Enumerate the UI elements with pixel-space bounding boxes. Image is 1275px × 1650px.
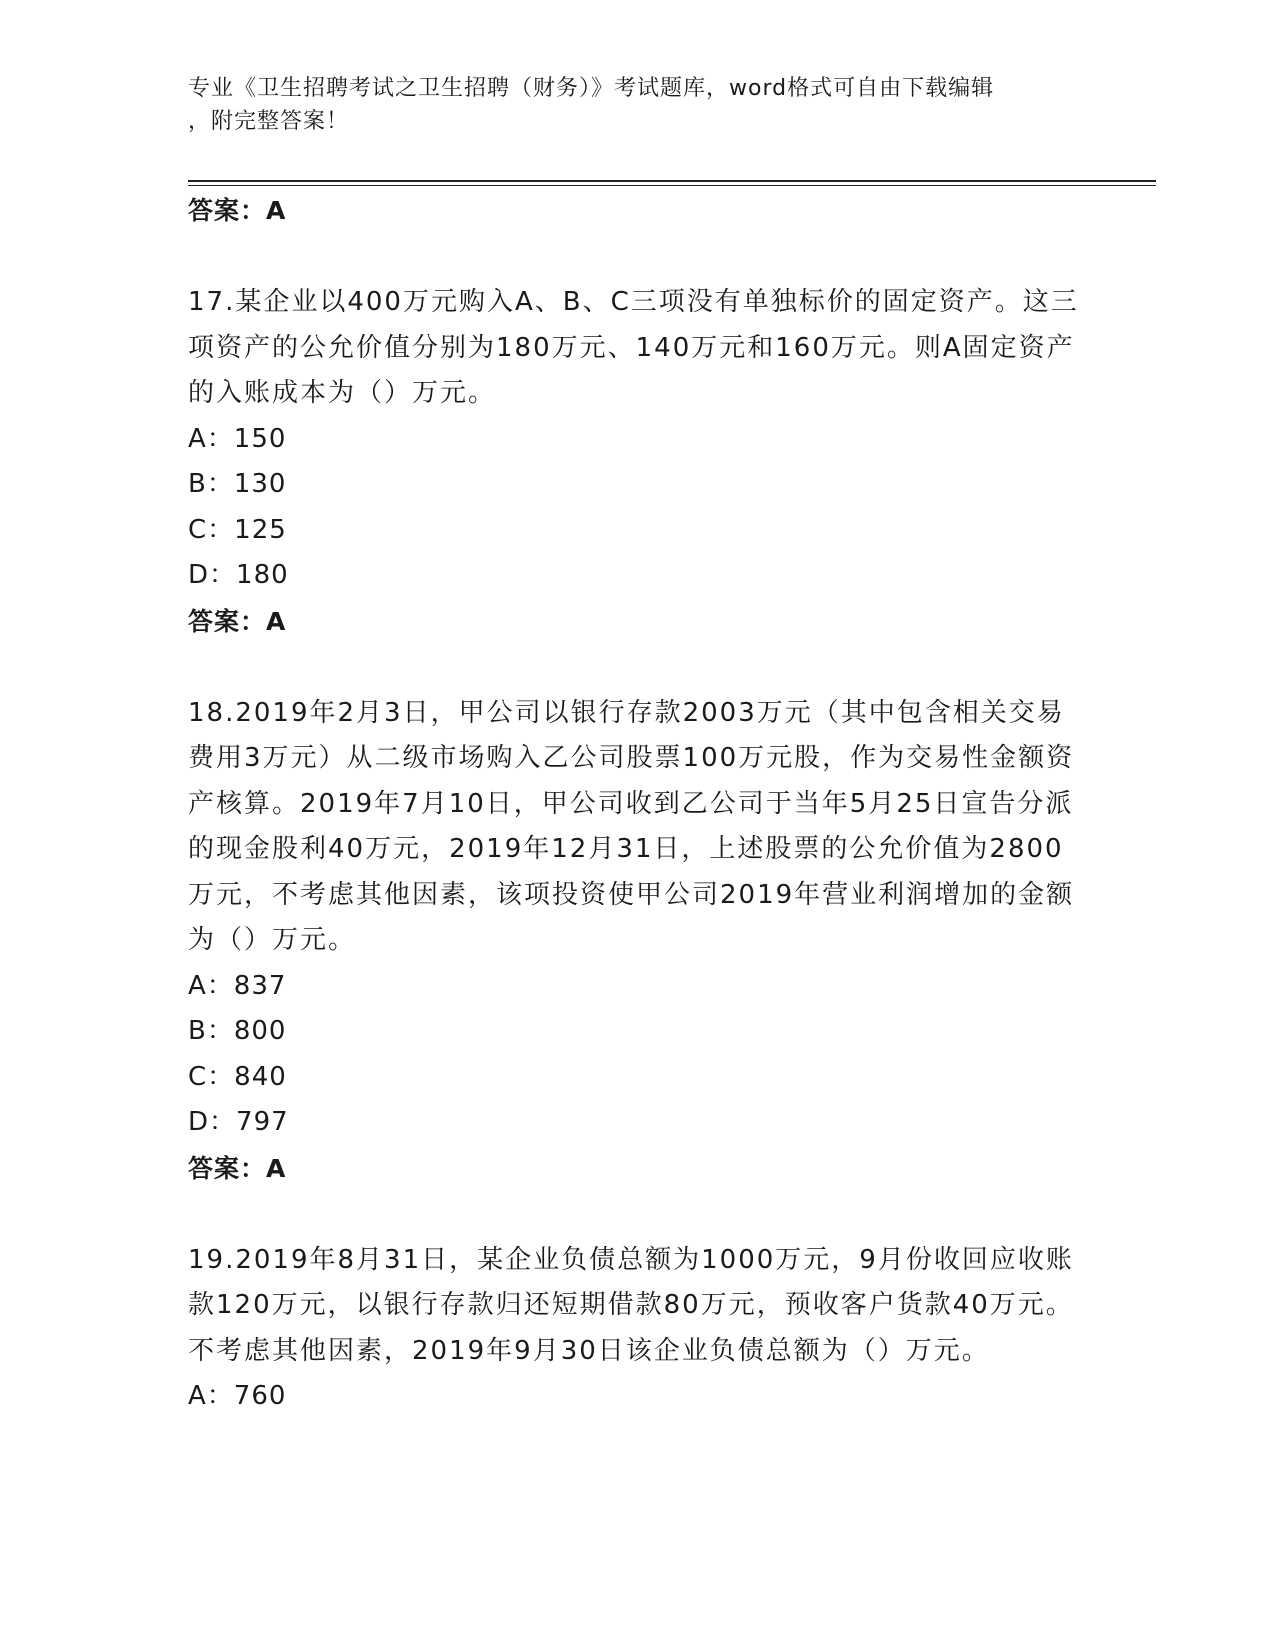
question-stem: 17.某企业以400万元购入A、B、C三项没有单独标价的固定资产。这三项资产的公允价值分别为180万元、140万元和160万元。则A固定资产的入账成本为（）万元。: [188, 287, 1079, 408]
option-b: B：130: [188, 469, 287, 499]
spacer: [188, 234, 1088, 280]
option-b: B：800: [188, 1016, 287, 1046]
header-divider-thin: [188, 185, 1156, 186]
question-17: [188, 280, 1088, 645]
question-18: [188, 691, 1088, 1192]
previous-answer: 答案：A: [188, 196, 287, 225]
question-stem: 19.2019年8月31日，某企业负债总额为1000万元，9月份收回应收账款120万元，以银行存款归还短期借款80万元，预收客户货款40万元。不考虑其他因素，2019年9月30日该企业负债总额为（）万元。: [188, 1244, 1074, 1366]
question-answer: 答案：A: [188, 1153, 287, 1183]
header-divider-thick: [188, 180, 1156, 182]
option-a: A：150: [188, 423, 287, 454]
option-a: A：837: [188, 970, 287, 1001]
page-header: [188, 72, 1088, 138]
spacer: [188, 645, 1088, 691]
option-c: C：840: [188, 1061, 287, 1092]
option-d: D：797: [188, 1107, 289, 1137]
question-answer: 答案：A: [188, 606, 287, 636]
question-list: [188, 188, 1088, 1420]
question-stem: 18.2019年2月3日，甲公司以银行存款2003万元（其中包含相关交易费用3万元）从二级市场购入乙公司股票100万元股，作为交易性金额资产核算。2019年7月10日，甲公司收到乙公司于当年5月25日宣告分派的现金股利40万元，2019年12月31日，上述股票的公允价值为2800万元，不考虑其他因素，该项投资使甲公司2019年营业利润增加的金额为（）万元。: [188, 697, 1075, 955]
option-c: C：125: [188, 514, 287, 545]
header-line-1: 专业《卫生招聘考试之卫生招聘（财务）》考试题库，word格式可自由下载编辑: [188, 76, 995, 101]
option-d: D：180: [188, 560, 289, 590]
header-line-2: ，附完整答案！: [188, 109, 350, 134]
question-19: [188, 1238, 1088, 1420]
spacer: [188, 1192, 1088, 1238]
option-a: A：760: [188, 1381, 287, 1411]
